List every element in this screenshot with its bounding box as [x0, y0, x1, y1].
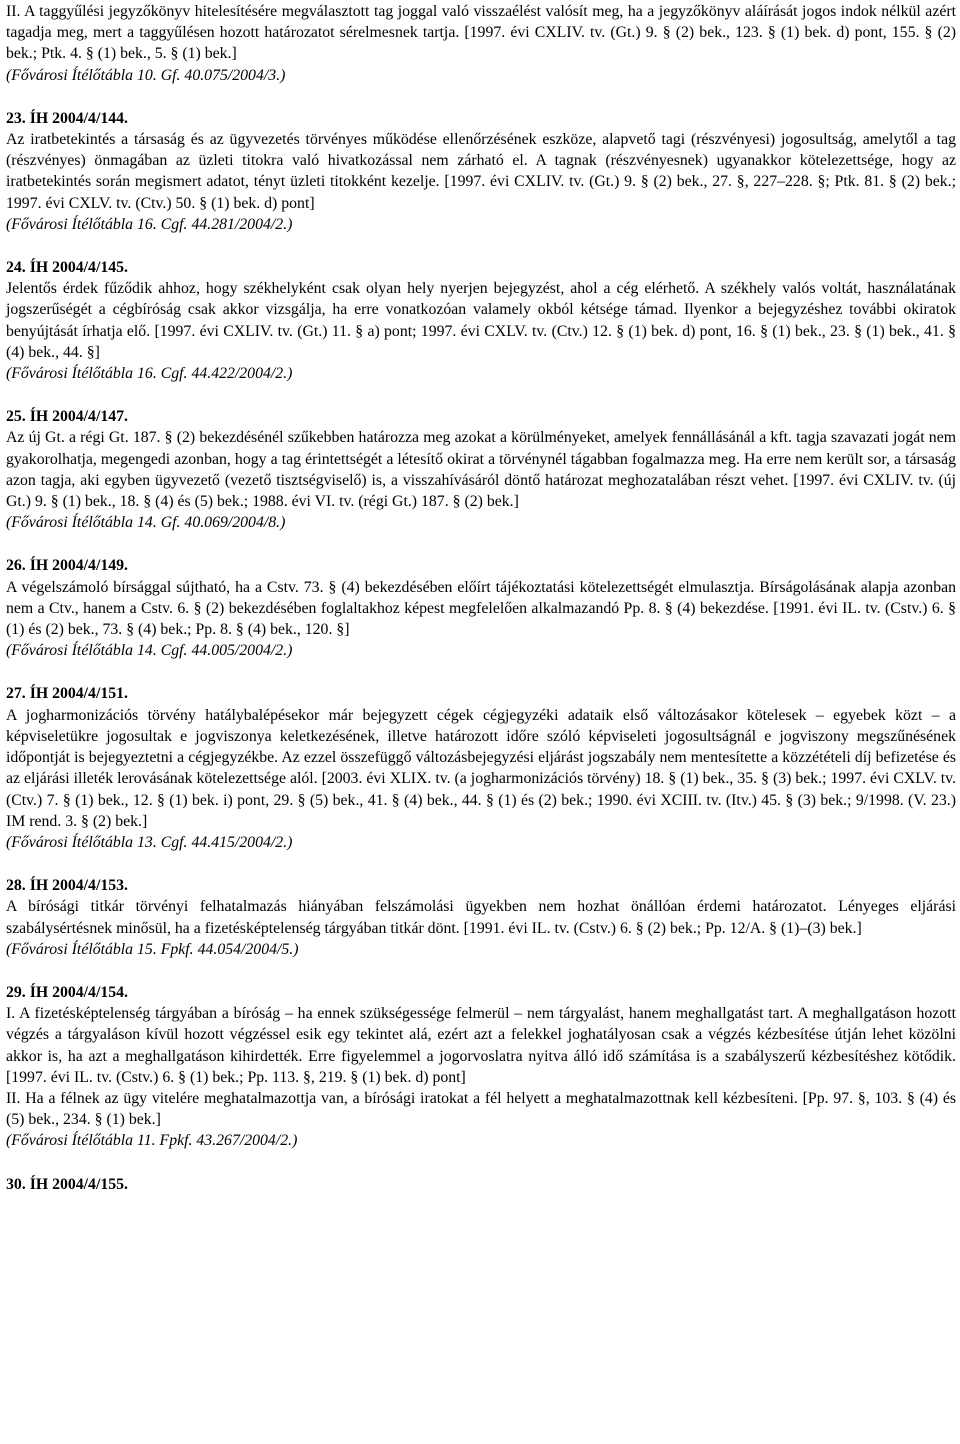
entry-text: A jogharmonizációs törvény hatálybalépésekor már bejegyzett cégek cégjegyzéki adataik első változásakor kötelesek – egyebek közt – a képviseletükre jogosultak e jogviszonya keletkezésének, illetve határozott időre szóló képviseleti jogosultságnál e jogviszony megszűnésének időpontját is bejegyeztetni a cégjegyzékbe. Az ezzel összefüggő változásbejegyzési eljárást jogszabály nem mentesítette a közzétételi díj befizetése és az eljárási illeték lerovásának kötelezettsége alól. [2003. évi XLIX. tv. (a jogharmonizációs törvény) 18. § (1) bek., 35. § (3) bek.; 1997. évi CXLV. tv. (Ctv.) 7. § (1) bek., 12. § (1) bek. i) pont, 29. § (5) bek., 41. § (4) bek., 44. § (1) és (2) bek.; 1990. évi XCIII. tv. (Itv.) 45. § (3) bek.; 9/1998. (V. 23.) IM rend. 3. § (2) bek.] [6, 706, 956, 830]
spacer [6, 384, 956, 405]
entry-heading: 25. ÍH 2004/4/147. [6, 408, 128, 426]
entry-30 [6, 1174, 956, 1195]
spacer [6, 853, 956, 874]
entry-text: Az új Gt. a régi Gt. 187. § (2) bekezdésénél szűkebben határozza meg azokat a körülményeket, amelyek fennállásánál a kft. tagja szavazati jogát nem gyakorolhatja, megengedi azonban, hogy a tag érintettségét a létesítő okirat a törvénynél tágabban fogalmazza meg. Ha erre nem került sor, a társaság azon tagja, aki egyben ügyvezető (vezető tisztségviselő) is, a visszahívásáról döntő határozat meghozatalában részt vehet. [1997. évi CXLIV. tv. (új Gt.) 9. § (1) bek., 18. § (4) és (5) bek.; 1988. évi VI. tv. (régi Gt.) 187. § (2) bek.] [6, 429, 956, 511]
court-citation: (Fővárosi Ítélőtábla 11. Fpkf. 43.267/2004/2.) [6, 1132, 298, 1150]
court-citation: (Fővárosi Ítélőtábla 10. Gf. 40.075/2004/3.) [6, 66, 286, 84]
court-citation: (Fővárosi Ítélőtábla 16. Cgf. 44.281/2004/2.) [6, 215, 293, 233]
court-citation: (Fővárosi Ítélőtábla 14. Cgf. 44.005/2004/2.) [6, 642, 293, 660]
spacer [6, 533, 956, 554]
court-citation: (Fővárosi Ítélőtábla 14. Gf. 40.069/2004/8.) [6, 514, 286, 532]
spacer [6, 960, 956, 981]
entry-heading: 26. ÍH 2004/4/149. [6, 557, 128, 575]
spacer [6, 661, 956, 682]
entry-text-part-2: II. Ha a félnek az ügy vitelére meghatalmazottja van, a bírósági iratokat a fél helyett a meghatalmazottnak kell kézbesíteni. [Pp. 97. §, 103. § (4) és (5) bek., 234. § (1) bek.] [6, 1089, 956, 1129]
entry-28 [6, 875, 956, 960]
entry-heading: 27. ÍH 2004/4/151. [6, 685, 128, 703]
spacer [6, 235, 956, 256]
entry-26 [6, 555, 956, 661]
entry-heading: 23. ÍH 2004/4/144. [6, 109, 128, 127]
court-citation: (Fővárosi Ítélőtábla 15. Fpkf. 44.054/2004/5.) [6, 940, 299, 958]
entry-25 [6, 406, 956, 533]
entry-heading: 29. ÍH 2004/4/154. [6, 983, 128, 1001]
court-citation: (Fővárosi Ítélőtábla 13. Cgf. 44.415/2004/2.) [6, 833, 293, 851]
entry-23 [6, 108, 956, 235]
entry-heading: 30. ÍH 2004/4/155. [6, 1175, 128, 1193]
entry-text: Az iratbetekintés a társaság és az ügyvezetés törvényes működése ellenőrzésének eszköze, alapvető tagi (részvényesi) jogosultság, amelytől a tag (részvényes) önmagában az üzleti titokra való hivatkozással nem zárható el. A tagnak (részvényesnek) ugyanakkor kötelezettsége, hogy az iratbetekintés során megismert adatot, tényt üzleti titokként kezelje. [1997. évi CXLIV. tv. (Gt.) 9. § (2) bek., 27. §, 227–228. §; Ptk. 81. § (2) bek.; 1997. évi CXLV. tv. (Ctv.) 50. § (1) bek. d) pont] [6, 131, 956, 212]
entry-text: A végelszámoló bírsággal sújtható, ha a Cstv. 73. § (4) bekezdésében előírt tájékoztatási kötelezettségét elmulasztja. Bírságolásának alapja azonban nem a Ctv., hanem a Cstv. 6. § (2) bekezdésében foglaltakhoz képest megfelelően alkalmazandó Pp. 8. § (4) bekezdése. [1991. évi IL. tv. (Cstv.) 6. § (1) és (2) bek., 73. § (4) bek.; Pp. 8. § (4) bek., 120. §] [6, 578, 956, 639]
entry-text: II. A taggyűlési jegyzőkönyv hitelesítésére megválasztott tag joggal való visszaélést valósít meg, ha a jegyzőkönyv aláírását jogos indok nélkül azért tagadja meg, mert a taggyűlésen hozott határozatot sérelmesnek tartja. [1997. évi CXLIV. tv. (Gt.) 9. § (2) bek., 123. § (1) bek. d) pont, 155. § (2) bek.; Ptk. 4. § (1) bek., 5. § (1) bek.] [6, 3, 956, 63]
entry-text: Jelentős érdek fűződik ahhoz, hogy székhelyként csak olyan hely nyerjen bejegyzést, ahol a cég elérhető. A székhely valós voltát, használatának jogszerűségét a cégbíróság csak akkor vizsgálja, ha erre vonatkozóan valamely okból kétsége támad. Ilyenkor a bejegyzéshez további okiratok benyújtását írhatja elő. [1997. évi CXLIV. tv. (Gt.) 11. § a) pont; 1997. évi CXLV. tv. (Ctv.) 12. § (1) bek. d) pont, 16. § (1) bek., 23. § (1) bek., 41. § (4) bek., 44. §] [6, 280, 956, 361]
entry-heading: 24. ÍH 2004/4/145. [6, 259, 128, 277]
entry-29 [6, 982, 956, 1152]
entry-heading: 28. ÍH 2004/4/153. [6, 877, 128, 895]
court-citation: (Fővárosi Ítélőtábla 16. Cgf. 44.422/2004/2.) [6, 365, 293, 383]
entry-text: I. A fizetésképtelenség tárgyában a bíróság – ha ennek szükségessége felmerül – nem tárgyalást, hanem meghallgatást tart. A meghallgatáson hozott végzés a tárgyaláson kívül hozott végzéssel esik egy tekintet alá, ezért azt a felekkel joghatályosan csak a végzés kézbesítése útján lehet közölni akkor is, ha azt a meghallgatáson kihirdették. Erre figyelemmel a jogorvoslatra nyitva álló idő számítása is a szabályszerű kézbesítéshez kötődik. [1997. évi IL. tv. (Cstv.) 6. § (1) bek.; Pp. 113. §, 219. § (1) bek. d) pont] [6, 1005, 956, 1086]
entry-24 [6, 257, 956, 384]
spacer [6, 86, 956, 107]
entry-27 [6, 683, 956, 853]
entry-text: A bírósági titkár törvényi felhatalmazás hiányában felszámolási ügyekben nem hozhat önállóan érdemi határozatot. Lényeges eljárási szabálysértésnek minősül, ha a fizetésképtelenség tárgyában titkár dönt. [1991. évi IL. tv. (Cstv.) 6. § (2) bek.; Pp. 12/A. § (1)–(3) bek.] [6, 898, 956, 937]
entry-22 [6, 1, 956, 86]
spacer [6, 1152, 956, 1173]
